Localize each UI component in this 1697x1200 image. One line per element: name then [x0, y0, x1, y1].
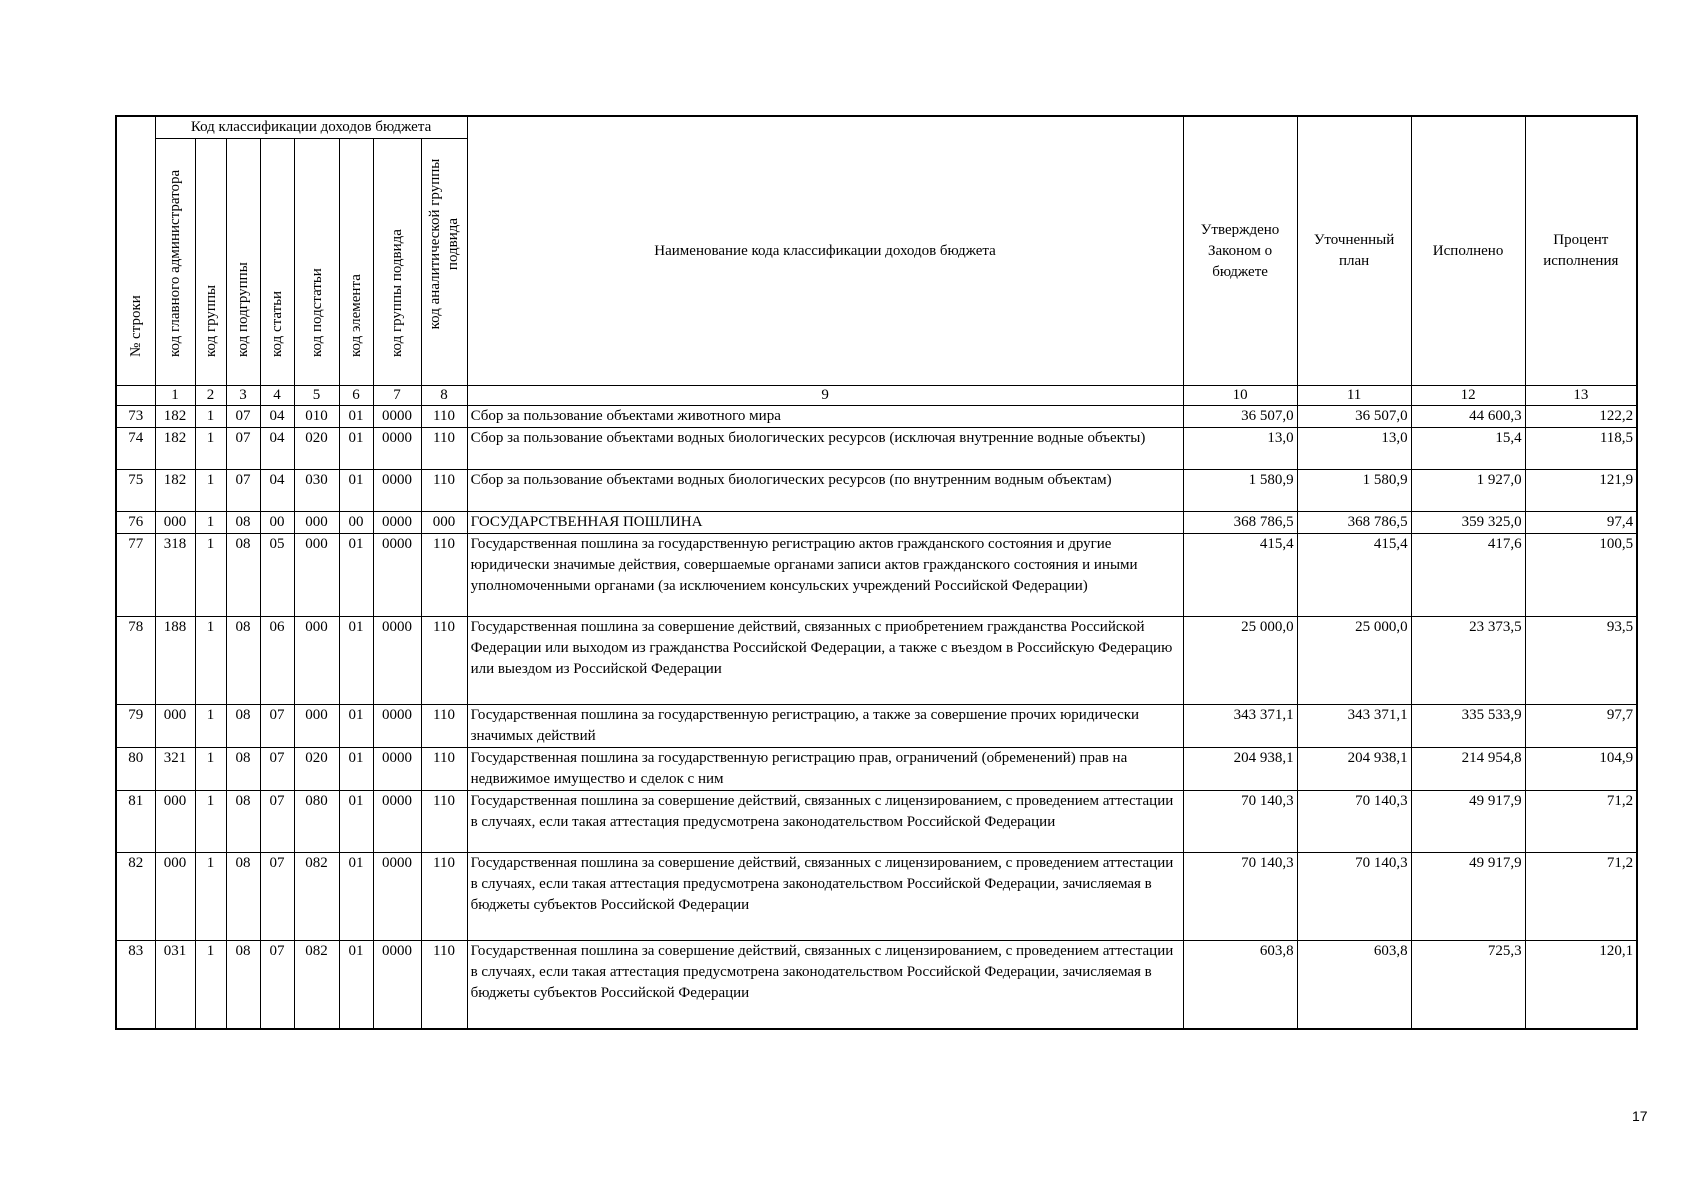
- revised-plan-cell: 70 140,3: [1297, 791, 1411, 853]
- code-article-cell: 04: [260, 406, 294, 428]
- code-element-cell: 00: [339, 512, 373, 534]
- code-subarticle-cell: 082: [294, 941, 339, 1029]
- table-row: [116, 617, 1637, 705]
- code-article-cell: 05: [260, 534, 294, 617]
- code-group-cell: 1: [195, 941, 226, 1029]
- code-element-cell: 01: [339, 853, 373, 941]
- row-number-cell: 78: [116, 617, 155, 705]
- code-analytic-group-cell: 110: [421, 470, 467, 512]
- header-approved: Утверждено Законом о бюджете: [1183, 116, 1297, 386]
- code-analytic-group-cell: 110: [421, 705, 467, 748]
- code-article-cell: 07: [260, 853, 294, 941]
- header-classification-group: Код классификации доходов бюджета: [155, 116, 467, 139]
- header-code-analytic-group: [421, 139, 467, 386]
- code-group-cell: 1: [195, 853, 226, 941]
- code-article-cell: 04: [260, 428, 294, 470]
- table-body: [116, 406, 1637, 1029]
- code-admin-cell: 000: [155, 705, 195, 748]
- code-subkind-group-cell: 0000: [373, 534, 421, 617]
- approved-cell: 1 580,9: [1183, 470, 1297, 512]
- code-subarticle-cell: 000: [294, 705, 339, 748]
- code-subgroup-cell: 08: [226, 705, 260, 748]
- code-subarticle-cell: 000: [294, 617, 339, 705]
- budget-revenue-table: [115, 115, 1638, 1030]
- name-cell: Сбор за пользование объектами водных биологических ресурсов (исключая внутренние водные объекты): [467, 428, 1183, 470]
- executed-cell: 335 533,9: [1411, 705, 1525, 748]
- code-subkind-group-cell: 0000: [373, 406, 421, 428]
- column-number-blank: [116, 386, 155, 406]
- code-element-cell: 01: [339, 748, 373, 791]
- header-name: Наименование кода классификации доходов бюджета: [467, 116, 1183, 386]
- header-percent: Процент исполнения: [1525, 116, 1637, 386]
- column-number: 8: [421, 386, 467, 406]
- code-subarticle-cell: 000: [294, 512, 339, 534]
- name-cell: Государственная пошлина за совершение действий, связанных с лицензированием, с проведением аттестации в случаях, если такая аттестация предусмотрена законодательством Российской Федерации, зачисляемая в бюджеты субъектов Российской Федерации: [467, 853, 1183, 941]
- header-revised-plan: Уточненный план: [1297, 116, 1411, 386]
- executed-cell: 23 373,5: [1411, 617, 1525, 705]
- approved-cell: 415,4: [1183, 534, 1297, 617]
- code-subarticle-cell: 000: [294, 534, 339, 617]
- table-row: [116, 705, 1637, 748]
- header-code-admin-label: код главного администратора: [167, 169, 183, 357]
- revised-plan-cell: 603,8: [1297, 941, 1411, 1029]
- column-number: 7: [373, 386, 421, 406]
- header-code-subarticle: [294, 139, 339, 386]
- code-subgroup-cell: 08: [226, 791, 260, 853]
- percent-cell: 118,5: [1525, 428, 1637, 470]
- executed-cell: 15,4: [1411, 428, 1525, 470]
- code-analytic-group-cell: 000: [421, 512, 467, 534]
- name-cell: Сбор за пользование объектами животного мира: [467, 406, 1183, 428]
- executed-cell: 359 325,0: [1411, 512, 1525, 534]
- column-number: 2: [195, 386, 226, 406]
- table-row: [116, 512, 1637, 534]
- code-subgroup-cell: 08: [226, 941, 260, 1029]
- header-code-subgroup: [226, 139, 260, 386]
- code-element-cell: 01: [339, 791, 373, 853]
- row-number-cell: 75: [116, 470, 155, 512]
- row-number-cell: 82: [116, 853, 155, 941]
- code-subarticle-cell: 020: [294, 748, 339, 791]
- code-subarticle-cell: 030: [294, 470, 339, 512]
- executed-cell: 214 954,8: [1411, 748, 1525, 791]
- code-subgroup-cell: 08: [226, 853, 260, 941]
- column-number: 13: [1525, 386, 1637, 406]
- code-element-cell: 01: [339, 428, 373, 470]
- code-article-cell: 06: [260, 617, 294, 705]
- name-cell: ГОСУДАРСТВЕННАЯ ПОШЛИНА: [467, 512, 1183, 534]
- code-subgroup-cell: 08: [226, 534, 260, 617]
- code-element-cell: 01: [339, 617, 373, 705]
- header-row-no-label: № строки: [127, 295, 144, 357]
- code-article-cell: 07: [260, 941, 294, 1029]
- column-number: 3: [226, 386, 260, 406]
- column-number: 10: [1183, 386, 1297, 406]
- approved-cell: 13,0: [1183, 428, 1297, 470]
- code-article-cell: 07: [260, 791, 294, 853]
- column-number: 6: [339, 386, 373, 406]
- revised-plan-cell: 343 371,1: [1297, 705, 1411, 748]
- code-element-cell: 01: [339, 406, 373, 428]
- revised-plan-cell: 368 786,5: [1297, 512, 1411, 534]
- code-subgroup-cell: 07: [226, 470, 260, 512]
- code-admin-cell: 182: [155, 470, 195, 512]
- code-group-cell: 1: [195, 705, 226, 748]
- row-number-cell: 80: [116, 748, 155, 791]
- revised-plan-cell: 1 580,9: [1297, 470, 1411, 512]
- code-group-cell: 1: [195, 617, 226, 705]
- row-number-cell: 79: [116, 705, 155, 748]
- code-subarticle-cell: 010: [294, 406, 339, 428]
- revised-plan-cell: 25 000,0: [1297, 617, 1411, 705]
- header-code-subkind-group: [373, 139, 421, 386]
- code-element-cell: 01: [339, 534, 373, 617]
- code-group-cell: 1: [195, 470, 226, 512]
- column-number: 4: [260, 386, 294, 406]
- header-code-admin: [155, 139, 195, 386]
- header-code-element: [339, 139, 373, 386]
- code-analytic-group-cell: 110: [421, 853, 467, 941]
- executed-cell: 44 600,3: [1411, 406, 1525, 428]
- page-number: 17: [1632, 1108, 1648, 1124]
- name-cell: Государственная пошлина за совершение действий, связанных с приобретением гражданства Российской Федерации или выходом из гражданства Российской Федерации, а также с въездом в Российскую Федерацию или выездом из Российской Федерации: [467, 617, 1183, 705]
- code-subarticle-cell: 080: [294, 791, 339, 853]
- header-code-analytic-group-label: код аналитической группы подвида: [427, 158, 462, 330]
- header-code-article: [260, 139, 294, 386]
- approved-cell: 368 786,5: [1183, 512, 1297, 534]
- code-article-cell: 04: [260, 470, 294, 512]
- code-admin-cell: 182: [155, 406, 195, 428]
- code-subkind-group-cell: 0000: [373, 470, 421, 512]
- code-admin-cell: 188: [155, 617, 195, 705]
- revised-plan-cell: 415,4: [1297, 534, 1411, 617]
- percent-cell: 120,1: [1525, 941, 1637, 1029]
- code-admin-cell: 321: [155, 748, 195, 791]
- code-subkind-group-cell: 0000: [373, 617, 421, 705]
- executed-cell: 1 927,0: [1411, 470, 1525, 512]
- code-subgroup-cell: 08: [226, 617, 260, 705]
- code-analytic-group-cell: 110: [421, 748, 467, 791]
- code-subkind-group-cell: 0000: [373, 748, 421, 791]
- code-article-cell: 07: [260, 748, 294, 791]
- code-subkind-group-cell: 0000: [373, 941, 421, 1029]
- row-number-cell: 83: [116, 941, 155, 1029]
- code-subarticle-cell: 082: [294, 853, 339, 941]
- code-subgroup-cell: 07: [226, 406, 260, 428]
- approved-cell: 343 371,1: [1183, 705, 1297, 748]
- code-admin-cell: 031: [155, 941, 195, 1029]
- code-subkind-group-cell: 0000: [373, 512, 421, 534]
- code-subkind-group-cell: 0000: [373, 705, 421, 748]
- code-subgroup-cell: 08: [226, 512, 260, 534]
- revised-plan-cell: 36 507,0: [1297, 406, 1411, 428]
- header-code-group: [195, 139, 226, 386]
- code-article-cell: 07: [260, 705, 294, 748]
- code-analytic-group-cell: 110: [421, 941, 467, 1029]
- row-number-cell: 76: [116, 512, 155, 534]
- approved-cell: 204 938,1: [1183, 748, 1297, 791]
- percent-cell: 100,5: [1525, 534, 1637, 617]
- code-analytic-group-cell: 110: [421, 428, 467, 470]
- table-row: [116, 428, 1637, 470]
- revised-plan-cell: 13,0: [1297, 428, 1411, 470]
- percent-cell: 97,7: [1525, 705, 1637, 748]
- code-group-cell: 1: [195, 748, 226, 791]
- percent-cell: 104,9: [1525, 748, 1637, 791]
- code-admin-cell: 000: [155, 512, 195, 534]
- approved-cell: 70 140,3: [1183, 791, 1297, 853]
- code-subkind-group-cell: 0000: [373, 791, 421, 853]
- table-row: [116, 791, 1637, 853]
- row-number-cell: 81: [116, 791, 155, 853]
- percent-cell: 97,4: [1525, 512, 1637, 534]
- percent-cell: 71,2: [1525, 791, 1637, 853]
- header-code-subkind-group-label: код группы подвида: [389, 229, 405, 357]
- approved-cell: 36 507,0: [1183, 406, 1297, 428]
- approved-cell: 603,8: [1183, 941, 1297, 1029]
- header-executed: Исполнено: [1411, 116, 1525, 386]
- header-code-article-label: код статьи: [269, 290, 285, 357]
- code-analytic-group-cell: 110: [421, 617, 467, 705]
- name-cell: Государственная пошлина за государственную регистрацию, а также за совершение прочих юридически значимых действий: [467, 705, 1183, 748]
- column-number: 1: [155, 386, 195, 406]
- executed-cell: 417,6: [1411, 534, 1525, 617]
- code-admin-cell: 000: [155, 791, 195, 853]
- table-row: [116, 470, 1637, 512]
- column-number-row: [116, 386, 1637, 406]
- table-row: [116, 748, 1637, 791]
- name-cell: Государственная пошлина за совершение действий, связанных с лицензированием, с проведением аттестации в случаях, если такая аттестация предусмотрена законодательством Российской Федерации: [467, 791, 1183, 853]
- approved-cell: 25 000,0: [1183, 617, 1297, 705]
- code-analytic-group-cell: 110: [421, 534, 467, 617]
- code-admin-cell: 182: [155, 428, 195, 470]
- row-number-cell: 73: [116, 406, 155, 428]
- percent-cell: 71,2: [1525, 853, 1637, 941]
- percent-cell: 122,2: [1525, 406, 1637, 428]
- header-code-subarticle-label: код подстатьи: [308, 268, 325, 357]
- executed-cell: 49 917,9: [1411, 791, 1525, 853]
- revised-plan-cell: 70 140,3: [1297, 853, 1411, 941]
- code-subkind-group-cell: 0000: [373, 428, 421, 470]
- code-group-cell: 1: [195, 534, 226, 617]
- table-row: [116, 406, 1637, 428]
- code-subgroup-cell: 08: [226, 748, 260, 791]
- table-row: [116, 941, 1637, 1029]
- column-number: 9: [467, 386, 1183, 406]
- percent-cell: 93,5: [1525, 617, 1637, 705]
- approved-cell: 70 140,3: [1183, 853, 1297, 941]
- table-row: [116, 853, 1637, 941]
- column-number: 11: [1297, 386, 1411, 406]
- column-number: 5: [294, 386, 339, 406]
- column-number: 12: [1411, 386, 1525, 406]
- code-analytic-group-cell: 110: [421, 406, 467, 428]
- header-code-subgroup-label: код подгруппы: [235, 262, 251, 357]
- code-article-cell: 00: [260, 512, 294, 534]
- code-admin-cell: 318: [155, 534, 195, 617]
- revised-plan-cell: 204 938,1: [1297, 748, 1411, 791]
- name-cell: Государственная пошлина за государственную регистрацию актов гражданского состояния и другие юридически значимые действия, совершаемые органами записи актов гражданского состояния и иными уполномоченными органами (за исключением консульских учреждений Российской Федерации): [467, 534, 1183, 617]
- table-row: [116, 534, 1637, 617]
- code-subkind-group-cell: 0000: [373, 853, 421, 941]
- row-number-cell: 77: [116, 534, 155, 617]
- code-group-cell: 1: [195, 428, 226, 470]
- name-cell: Государственная пошлина за совершение действий, связанных с лицензированием, с проведением аттестации в случаях, если такая аттестация предусмотрена законодательством Российской Федерации, зачисляемая в бюджеты субъектов Российской Федерации: [467, 941, 1183, 1029]
- percent-cell: 121,9: [1525, 470, 1637, 512]
- code-element-cell: 01: [339, 705, 373, 748]
- code-element-cell: 01: [339, 941, 373, 1029]
- header-row-top: [116, 116, 1637, 139]
- executed-cell: 725,3: [1411, 941, 1525, 1029]
- header-code-group-label: код группы: [202, 284, 219, 357]
- code-subgroup-cell: 07: [226, 428, 260, 470]
- row-number-cell: 74: [116, 428, 155, 470]
- code-analytic-group-cell: 110: [421, 791, 467, 853]
- header-code-element-label: код элемента: [348, 274, 364, 357]
- code-admin-cell: 000: [155, 853, 195, 941]
- code-group-cell: 1: [195, 406, 226, 428]
- code-group-cell: 1: [195, 512, 226, 534]
- executed-cell: 49 917,9: [1411, 853, 1525, 941]
- code-subarticle-cell: 020: [294, 428, 339, 470]
- code-element-cell: 01: [339, 470, 373, 512]
- code-group-cell: 1: [195, 791, 226, 853]
- name-cell: Государственная пошлина за государственную регистрацию прав, ограничений (обременений) прав на недвижимое имущество и сделок с ним: [467, 748, 1183, 791]
- header-row-no: [116, 116, 155, 386]
- name-cell: Сбор за пользование объектами водных биологических ресурсов (по внутренним водным объектам): [467, 470, 1183, 512]
